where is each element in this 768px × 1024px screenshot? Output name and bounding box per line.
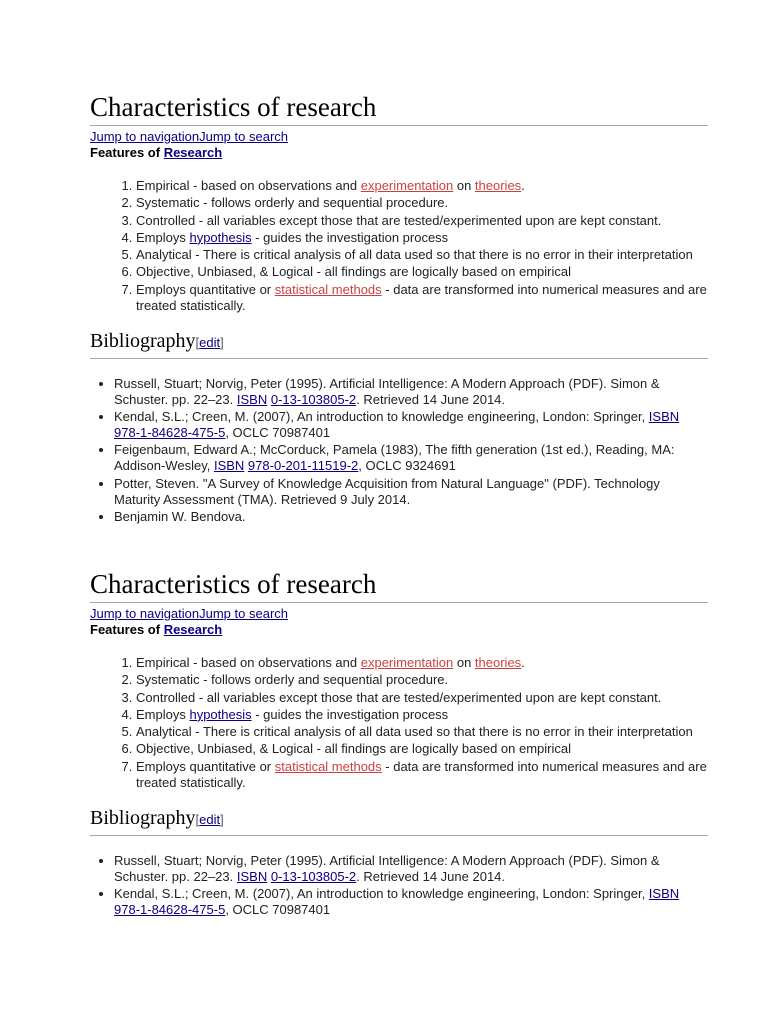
item-text: , OCLC 70987401 (225, 425, 331, 441)
inline-link[interactable]: statistical methods (274, 758, 382, 774)
item-text: - data are transformed into numerical measures and are treated statistically. (136, 281, 707, 313)
item-text: Empirical - based on observations and (136, 655, 361, 670)
features-list (90, 655, 708, 791)
features-list-item (136, 264, 708, 280)
inline-link[interactable]: 978-0-201-11519-2 (247, 458, 359, 474)
item-text: . Retrieved 14 June 2014. (356, 391, 506, 407)
features-heading (90, 622, 708, 638)
features-list-item (136, 195, 708, 211)
bibliography-item (114, 476, 708, 508)
edit-link[interactable]: edit (199, 811, 221, 827)
bibliography-heading (90, 805, 708, 836)
features-list-item (136, 672, 708, 688)
item-text: on (453, 178, 475, 193)
item-text: - guides the investigation process (251, 229, 449, 245)
item-text: Controlled - all variables except those that are tested/experimented upon are kept constant. (136, 689, 662, 705)
research-link[interactable]: Research (163, 145, 223, 160)
research-link[interactable]: Research (163, 622, 223, 637)
bibliography-item (114, 886, 708, 918)
item-text: . (521, 178, 525, 193)
inline-link[interactable]: hypothesis (189, 706, 252, 722)
bibliography-list (90, 376, 708, 525)
item-text: Feigenbaum, Edward A.; McCorduck, Pamela (1983), The fifth generation (1st ed.), Reading, MA: Addison-Wesley, (114, 442, 675, 474)
page-title: Characteristics of research (90, 90, 708, 126)
item-text: . Retrieved 14 June 2014. (356, 868, 506, 884)
inline-link[interactable]: 0-13-103805-2 (270, 391, 357, 407)
inline-link[interactable]: 0-13-103805-2 (270, 868, 357, 884)
features-list-item (136, 230, 708, 246)
edit-section (196, 812, 224, 827)
features-list-item (136, 759, 708, 791)
bibliography-item (114, 442, 708, 474)
item-text: Russell, Stuart; Norvig, Peter (1995). Artificial Intelligence: A Modern Approach (PDF). Simon & Schuster. pp. 22–23. (114, 852, 660, 884)
edit-section (196, 335, 224, 350)
item-text: Empirical - based on observations and (136, 178, 361, 193)
inline-link[interactable]: ISBN (236, 391, 268, 407)
item-text: Analytical - There is critical analysis of all data used so that there is no error in their interpretation (136, 724, 693, 740)
features-list-item (136, 178, 708, 194)
features-list-item (136, 707, 708, 723)
item-text: , OCLC 9324691 (358, 458, 456, 474)
inline-link[interactable]: ISBN (648, 886, 680, 902)
item-text: , OCLC 70987401 (225, 902, 331, 918)
item-text: Objective, Unbiased, & Logical - all findings are logically based on empirical (136, 264, 572, 280)
inline-link[interactable]: theories (474, 178, 522, 193)
item-text: Employs quantitative or (136, 281, 275, 297)
article-block-2 (90, 567, 708, 919)
jump-to-navigation-link[interactable]: Jump to navigation (90, 129, 200, 144)
item-text: Kendal, S.L.; Creen, M. (2007), An introduction to knowledge engineering, London: Springer, (114, 886, 649, 902)
jump-to-search-link[interactable]: Jump to search (199, 606, 288, 621)
edit-bracket-open: [ (195, 811, 200, 827)
item-text: on (453, 655, 475, 670)
features-heading (90, 145, 708, 161)
bibliography-title: Bibliography (90, 329, 196, 352)
jump-to-navigation-link[interactable]: Jump to navigation (90, 606, 200, 621)
inline-link[interactable]: theories (474, 655, 522, 670)
item-text: Objective, Unbiased, & Logical - all findings are logically based on empirical (136, 741, 572, 757)
item-text: . (521, 655, 525, 670)
bibliography-item (114, 409, 708, 441)
features-list-item (136, 690, 708, 706)
item-text: Systematic - follows orderly and sequential procedure. (136, 195, 449, 211)
features-prefix: Features of (90, 622, 164, 637)
jump-links (90, 606, 708, 622)
features-list-item (136, 724, 708, 740)
bibliography-item (114, 509, 708, 525)
jump-links (90, 129, 708, 145)
bibliography-item (114, 376, 708, 408)
item-text: Employs quantitative or (136, 758, 275, 774)
item-text: Kendal, S.L.; Creen, M. (2007), An introduction to knowledge engineering, London: Springer, (114, 409, 649, 425)
bibliography-title: Bibliography (90, 806, 196, 829)
inline-link[interactable]: 978-1-84628-475-5 (114, 902, 226, 918)
item-text: Russell, Stuart; Norvig, Peter (1995). Artificial Intelligence: A Modern Approach (PDF). Simon & Schuster. pp. 22–23. (114, 375, 660, 407)
inline-link[interactable]: 978-1-84628-475-5 (114, 425, 226, 441)
features-list (90, 178, 708, 314)
inline-link[interactable]: ISBN (236, 868, 268, 884)
features-prefix: Features of (90, 145, 164, 160)
edit-link[interactable]: edit (199, 334, 221, 350)
edit-bracket-close: ] (220, 811, 224, 827)
item-text: Potter, Steven. "A Survey of Knowledge Acquisition from Natural Language" (PDF). Technology Maturity Assessment (TMA). Retrieved 9 July 2014. (114, 475, 660, 507)
jump-to-search-link[interactable]: Jump to search (199, 129, 288, 144)
features-list-item (136, 655, 708, 671)
bibliography-heading (90, 328, 708, 359)
page-title: Characteristics of research (90, 567, 708, 603)
edit-bracket-close: ] (220, 334, 224, 350)
edit-bracket-open: [ (195, 334, 200, 350)
bibliography-item (114, 853, 708, 885)
features-list-item (136, 282, 708, 314)
inline-link[interactable]: experimentation (360, 655, 454, 670)
item-text: Systematic - follows orderly and sequential procedure. (136, 672, 449, 688)
item-text: Controlled - all variables except those that are tested/experimented upon are kept constant. (136, 212, 662, 228)
inline-link[interactable]: experimentation (360, 178, 454, 193)
item-text: - guides the investigation process (251, 706, 449, 722)
item-text: Benjamin W. Bendova. (114, 508, 246, 524)
item-text: Analytical - There is critical analysis of all data used so that there is no error in their interpretation (136, 247, 693, 263)
item-text: Employs (136, 229, 190, 245)
bibliography-list (90, 853, 708, 918)
inline-link[interactable]: statistical methods (274, 281, 382, 297)
features-list-item (136, 213, 708, 229)
item-text: Employs (136, 706, 190, 722)
inline-link[interactable]: hypothesis (189, 229, 252, 245)
item-text: - data are transformed into numerical measures and are treated statistically. (136, 758, 707, 790)
inline-link[interactable]: ISBN (648, 409, 680, 425)
article-block-1 (90, 90, 708, 526)
features-list-item (136, 741, 708, 757)
features-list-item (136, 247, 708, 263)
inline-link[interactable]: ISBN (213, 458, 245, 474)
